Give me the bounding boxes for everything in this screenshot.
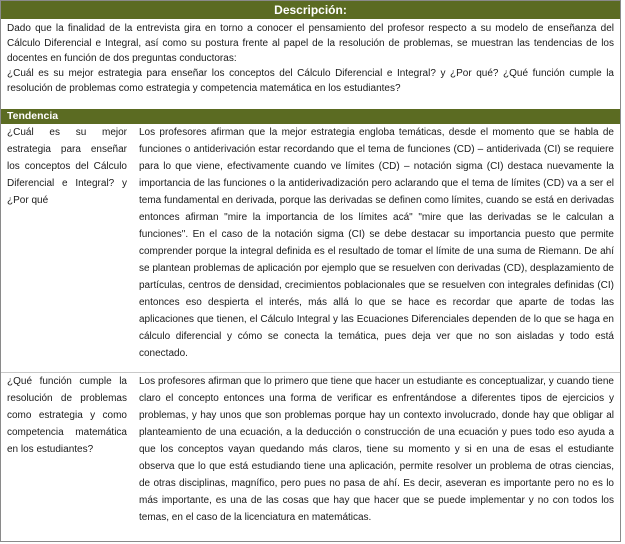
description-header: Descripción: (1, 1, 620, 19)
row-question: ¿Qué función cumple la resolución de problemas como estrategia y como competencia matemática en los estudiantes? (7, 376, 127, 455)
guiding-questions: ¿Cuál es su mejor estrategia para enseñar los conceptos del Cálculo Diferencial e Integral? y ¿Por qué? ¿Qué función cumple la resolución de problemas como estrategia y competencia matemática en los estudiantes? (7, 68, 614, 94)
description-section (1, 19, 620, 109)
row-question: ¿Cuál es su mejor estrategia para enseñar los conceptos del Cálculo Diferencial e Integral? y ¿Por qué (7, 127, 127, 206)
table-row (1, 373, 620, 536)
row-answer: Los profesores afirman que lo primero que tiene que hacer un estudiante es conceptualizar, y cuando tiene claro el concepto entonces una forma de verificar es enfrentándose a diferentes tipos de ejercicios y problemas, y hay unos que son problemas porque hay un contexto involucrado, donde hay que obligar al planteamiento de una ecuación, a la deducción o construcción de una ecuación y pues todo eso ayuda a que los conceptos vayan quedando más claros, tiene su momento y si en una de esas el estudiante observa que lo que está estudiando tiene una aplicación, permite resolver un problema de otras ciencias, de otras disciplinas, magnífico, pero pues no pasa de ahí. Es decir, aseveran es importante pero no es lo más importante, es una de las cosas que hay que hacer que se puede implementar y no con todos los temas, en el caso de la licenciatura en matemáticas. (139, 376, 614, 523)
tendencia-header: Tendencia (1, 109, 620, 124)
table-row (1, 124, 620, 373)
description-text: Dado que la finalidad de la entrevista gira en torno a conocer el pensamiento del profesor respecto a su modelo de enseñanza del Cálculo Diferencial e Integral, así como su postura frente al papel de la resolución de problemas, se muestran las tendencias de los docentes en función de dos preguntas conductoras: (7, 23, 614, 64)
row-answer: Los profesores afirman que la mejor estrategia engloba temáticas, desde el momento que se habla de funciones o antiderivación estar recordando que el tema de funciones (CD) – antiderivada (CI) se requiere para lo que viene, efectivamente cuando ve límites (CD) – notación sigma (CI) destaca nuevamente la importancia de las funciones o la antiderivadización pero aclarando que el tema de límites (CD) va a ser el tema fundamental en derivada, porque las derivadas se definen como límites, cuando se está en derivadas entonces afirman "mire la importancia de los límites acá" "mire que las derivadas se le calculan a funciones". En el caso de la notación sigma (CI) se debe destacar su importancia puesto que permite comprender porque la integral definida es el resultado de tomar el límite de una suma de Riemann. De ahí se plantean problemas de aplicación por ejemplo que se resuelven con derivadas (CD), desplazamiento de partículas, centros de densidad, crecimientos poblacionales que se resuelven con integrales definidas (CI) entonces eso despierta el interés, más allá lo que se hace es recordar que aparte de todas las aplicaciones que tienen, el Cálculo Integral y las Ecuaciones Diferenciales dependen de lo que se haga en cálculo diferencial y cómo se conecta la temática, pues deja ver que no son aisladas y todo está conectado. (139, 127, 614, 359)
